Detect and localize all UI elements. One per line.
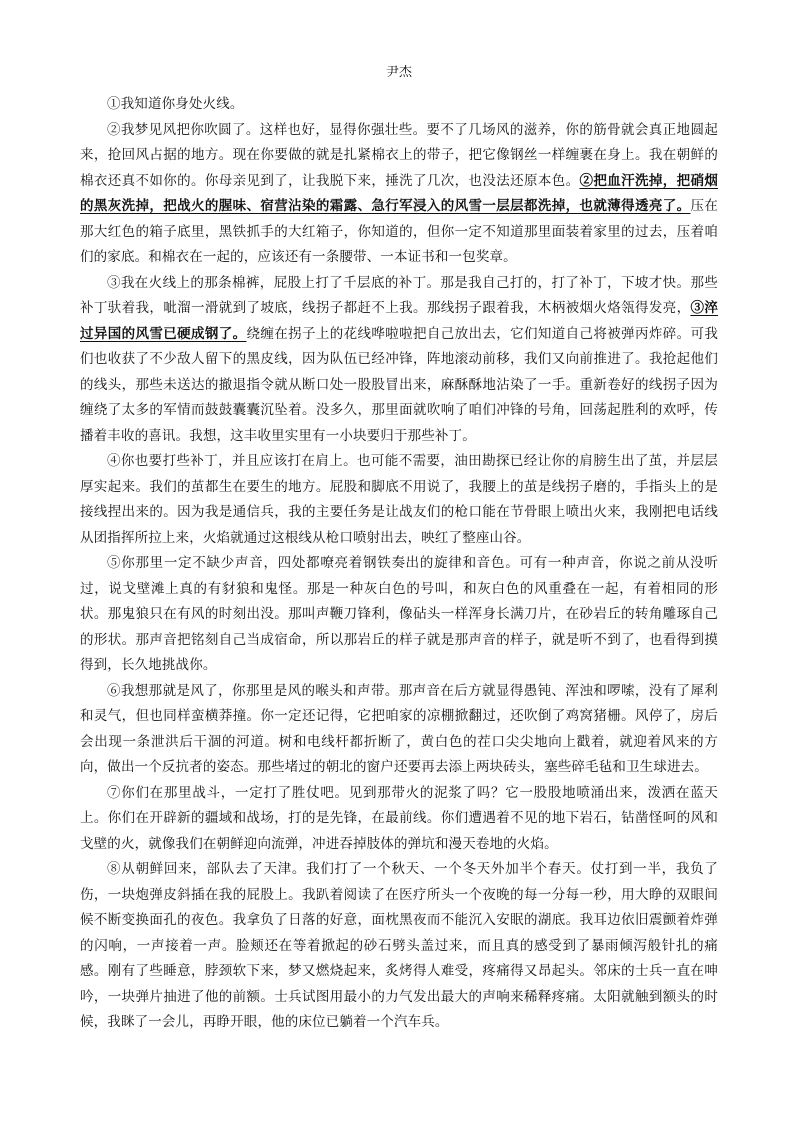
paragraph-1 [80,92,718,118]
paragraph-8-text: ⑧从朝鲜回来，部队去了天津。我们打了一个秋天、一个冬天外加半个春天。仗打到一半，我负了伤，一块炮弹皮斜插在我的屁股上。我趴着阅读了在医疗所头一个夜晚的每一分每一秒，用大睁的双眼间候不断变换面孔的夜色。我拿负了日落的好意，面枕黑夜而不能沉入安眠的湖底。我耳边依旧震颤着炸弹的闪响，一声接着一声。脸颊还在等着掀起的砂石劈头盖过来，而且真的感受到了暴雨倾泻般针扎的痛感。刚有了些睡意，脖颈软下来，梦又燃烧起来，炙烤得人难受，疼痛得又昂起头。邻床的士兵一直在呻吟，一块弹片抽进了他的前额。士兵试图用最小的力气发出最大的声响来稀释疼痛。太阳就触到额头的时候，我眯了一会儿，再睁开眼，他的床位已躺着一个汽车兵。 [80,861,718,1030]
author-name: 尹杰 [385,65,412,80]
paragraph-5-text: ⑤你那里一定不缺少声音，四处都嘹亮着钢铁奏出的旋律和音色。可有一种声音，你说之前从没听过，说戈壁滩上真的有豺狼和鬼怪。那是一种灰白色的号叫，和灰白色的风重叠在一起，有着相同的形状。那鬼狼只在有风的时刻出没。那叫声鞭刀锋利，像砧头一样浑身长满刀片，在砂岩丘的转角雕琢自己的形状。那声音把铭刻自己当成宿命，所以那岩丘的样子就是那声音的样子，就是听不到了，也看得到摸得到，长久地挑战你。 [80,555,718,673]
paragraph-3-text-a: ③我在火线上的那条棉裤，屁股上打了千层底的补丁。那是我自己打的，打了补丁，下坡才快。那些补丁驮着我，呲溜一滑就到了坡底，线拐子都赶不上我。那线拐子跟着我，木柄被烟火烙瓴得发亮， [80,274,718,316]
paragraph-3 [80,271,718,450]
paragraph-5 [80,551,718,679]
paragraph-6-text: ⑥我想那就是风了，你那里是风的喉头和声带。那声音在后方就显得愚钝、浑浊和啰嗦，没有了犀利和灵气，但也同样蛮横莽撞。你一定还记得，它把咱家的凉棚掀翻过，还吹倒了鸡窝猪栅。风停了，房后会出现一条泄洪后干涸的河道。树和电线杆都折断了，黄白色的茬口尖尖地向上戳着，就迎着风来的方向，做出一个反抗者的姿态。那些堵过的朝北的窗户还要再去添上两块砖头，塞些碎毛毡和卫生球进去。 [80,682,718,775]
paragraph-4 [80,449,718,551]
paragraph-1-text: ①我知道你身处火线。 [107,96,244,112]
paragraph-8 [80,857,718,1036]
paragraph-2-underlined-sentence: ②把血汗洗掉，把硝烟的黑灰洗掉，把战火的腥味、宿营沾染的霜露、急行军浸入的风雪一层层都洗掉，也就薄得透亮了。 [80,172,719,214]
paragraph-2-text-a: ②我梦见风把你吹圆了。这样也好，显得你强壮些。要不了几场风的滋养，你的筋骨就会真正地圆起来，抢回风占据的地方。现在你要做的就是扎紧棉衣上的带子，把它像钢丝一样缠裹在身上。我在朝鲜的棉衣还真不如你的。你母亲见到了，让我脱下来，捶洗了几次，也没法还原本色。 [80,121,718,189]
paragraph-4-text: ④你也要打些补丁，并且应该打在肩上。也可能不需要，油田勘探已经让你的肩膀生出了茧，并层层厚实起来。我们的茧都生在要生的地方。屁股和脚底不用说了，我腰上的茧是线拐子磨的，手指头上的是接线捏出来的。因为我是通信兵，我的主要任务是让战友们的枪口能在节骨眼上喷出火来，我刚把电话线从团指挥所拉上来，火焰就通过这根线从枪口喷射出去，映红了整座山谷。 [80,453,718,546]
paragraph-7-text: ⑦你们在那里战斗，一定打了胜仗吧。见到那带火的泥浆了吗？它一股股地喷涌出来，泼洒在蓝天上。你们在开辟新的疆域和战场，打的是先锋，在最前线。你们遭遇着不见的地下岩石，钻凿怪呵的风和戈壁的火，就像我们在朝鲜迎向流弹，冲进吞掉肢体的弹坑和漫天卷地的火焰。 [80,784,718,852]
paragraph-6 [80,679,718,781]
paragraph-2-text-c: 压在那大红色的箱子底里，黑铁抓手的大红箱子，你知道的，但你一定不知道那里面装着家里的过去，压着咱们的家底。和棉衣在一起的，应该还有一条腰带、一本证书和一包奖章。 [80,198,718,265]
paragraph-2 [80,118,718,271]
paragraph-7 [80,781,718,858]
paragraph-3-text-c: 绕缠在拐子上的花线哗啦啦把自己放出去，它们知道自己将被弹丙炸碎。可我们也收获了不少敌人留下的黑皮线，因为队伍已经冲锋，阵地滚动前移，我们又向前推进了。我抢起他们的线头，那些未送达的撤退指令就从断口处一股股冒出来，麻酥酥地沾染了一手。重新卷好的线拐子因为缠绕了太多的军情而鼓鼓囊囊沉坠着。没多久，那里面就吹响了咱们冲锋的号角，回荡起胜利的欢呼，传播着丰收的喜讯。我想，这丰收里实里有一小块要归于那些补丁。 [80,325,718,444]
paragraph-3-underlined-sentence: ③淬过异国的风雪已硬成钢了。 [80,300,718,342]
